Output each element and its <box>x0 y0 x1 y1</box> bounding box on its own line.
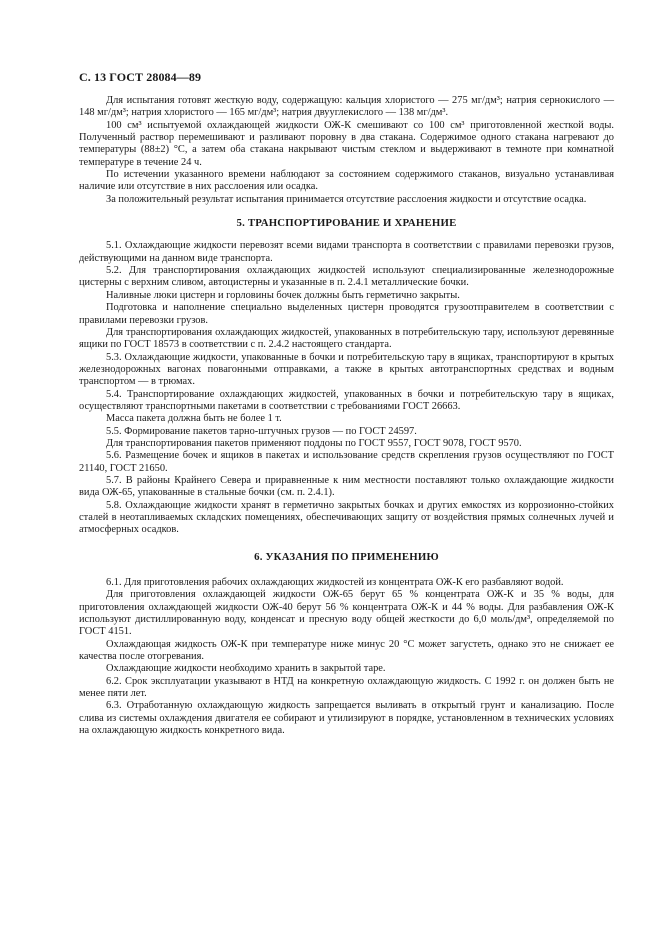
paragraph: 100 см³ испытуемой охлаждающей жидкости ОЖ-К смешивают со 100 см³ приготовленной жесткой воды. Полученный раствор перемешивают и разливают поровну в два стакана. Содержимое одного стакана нагревают до температуры (88±2) °С, а затем оба стакана накрывают чистым стеклом и выдерживают в темноте при комнатной температуре в течение 24 ч. <box>79 119 614 168</box>
paragraph: 6.3. Отработанную охлаждающую жидкость запрещается выливать в открытый грунт и канализацию. После слива из системы охлаждения двигателя ее собирают и утилизируют в порядке, установленном в технических условиях на охлаждающую жидкость конкретного вида. <box>79 700 614 737</box>
paragraph: 6.1. Для приготовления рабочих охлаждающих жидкостей из концентрата ОЖ-К его разбавляют водой. <box>106 577 564 589</box>
spacer <box>79 229 614 240</box>
paragraph: 5.4. Транспортирование охлаждающих жидкостей, упакованных в бочки и потребительскую тару в ящиках, осуществляют транспортными пакетами в соответствии с требованиями ГОСТ 26663. <box>79 388 614 412</box>
paragraph: Для транспортирования пакетов применяют поддоны по ГОСТ 9557, ГОСТ 9078, ГОСТ 9570. <box>106 437 522 449</box>
paragraph: 5.5. Формирование пакетов тарно-штучных грузов — по ГОСТ 24597. <box>106 425 417 437</box>
paragraph: 5.3. Охлаждающие жидкости, упакованные в бочки и потребительскую тару в ящиках, транспортируют в крытых железнодорожных вагонах повагонными отправками, а также в крытых автотранспортных средствах и водным транспортом — в трюмах. <box>79 351 614 388</box>
paragraph: Охлаждающие жидкости необходимо хранить в закрытой таре. <box>106 663 386 675</box>
section-heading-5: 5. ТРАНСПОРТИРОВАНИЕ И ХРАНЕНИЕ <box>236 217 457 230</box>
paragraph: Для испытания готовят жесткую воду, содержащую: кальция хлористого — 275 мг/дм³; натрия сернокислого — 148 мг/дм³; натрия хлористого — 165 мг/дм³; натрия двууглекислого — 138 мг/дм³. <box>79 95 614 119</box>
spacer <box>79 206 614 217</box>
paragraph: Масса пакета должна быть не более 1 т. <box>106 413 282 425</box>
paragraph: Для транспортирования охлаждающих жидкостей, упакованных в потребительскую тару, используют деревянные ящики по ГОСТ 18573 в соответствии с п. 2.4.2 настоящего стандарта. <box>79 326 614 351</box>
page-header: С. 13 ГОСТ 28084—89 <box>79 70 202 84</box>
paragraph: 5.7. В районы Крайнего Севера и приравненные к ним местности поставляют только охлаждающие жидкости вида ОЖ-65, упакованные в стальные бочки (см. п. 2.4.1). <box>79 474 614 499</box>
spacer <box>79 563 614 577</box>
paragraph: Для приготовления охлаждающей жидкости ОЖ-65 берут 65 % концентрата ОЖ-К и 35 % воды, для приготовления охлаждающей жидкости ОЖ-40 берут 56 % концентрата ОЖ-К и 44 % воды. Для разбавления ОЖ-К используют дистиллированную воду, конденсат и пресную воду общей жесткости до 6,0 моль/дм³, определяемой по ГОСТ 4151. <box>79 589 614 638</box>
paragraph: Охлаждающая жидкость ОЖ-К при температуре ниже минус 20 °С может загустеть, однако это не снижает ее качества после отогревания. <box>79 638 614 663</box>
paragraph: 5.1. Охлаждающие жидкости перевозят всеми видами транспорта в соответствии с правилами перевозки грузов, действующими на данном виде транспорта. <box>79 240 614 264</box>
paragraph: 5.2. Для транспортирования охлаждающих жидкостей используют специализированные железнодорожные цистерны с верхним сливом, автоцистерны и указанные в п. 2.4.1 металлические бочки. <box>79 265 614 289</box>
paragraph: За положительный результат испытания принимается отсутствие расслоения жидкости и отсутствие осадка. <box>106 193 587 205</box>
paragraph: Наливные люки цистерн и горловины бочек должны быть герметично закрыты. <box>106 289 460 301</box>
paragraph: 5.6. Размещение бочек и ящиков в пакетах и использование средств скрепления грузов осуществляют по ГОСТ 21140, ГОСТ 21650. <box>79 450 614 474</box>
document-body <box>79 95 614 738</box>
paragraph: Подготовка и наполнение специально выделенных цистерн проводятся грузоотправителем в соответствии с правилами перевозки грузов. <box>79 302 614 326</box>
section-heading-6: 6. УКАЗАНИЯ ПО ПРИМЕНЕНИЮ <box>254 550 439 563</box>
spacer <box>79 537 614 551</box>
paragraph: По истечении указанного времени наблюдают за состоянием содержимого стаканов, визуально устанавливая наличие или отсутствие в них расслоения или осадка. <box>79 169 614 193</box>
paragraph: 6.2. Срок эксплуатации указывают в НТД на конкретную охлаждающую жидкость. С 1992 г. он должен быть не менее пяти лет. <box>79 675 614 700</box>
paragraph: 5.8. Охлаждающие жидкости хранят в герметично закрытых бочках и других емкостях из коррозионно-стойких сталей в неотапливаемых складских помещениях, обеспечивающих защиту от воздействия прямых солнечных лучей и атмосферных осадков. <box>79 499 614 536</box>
